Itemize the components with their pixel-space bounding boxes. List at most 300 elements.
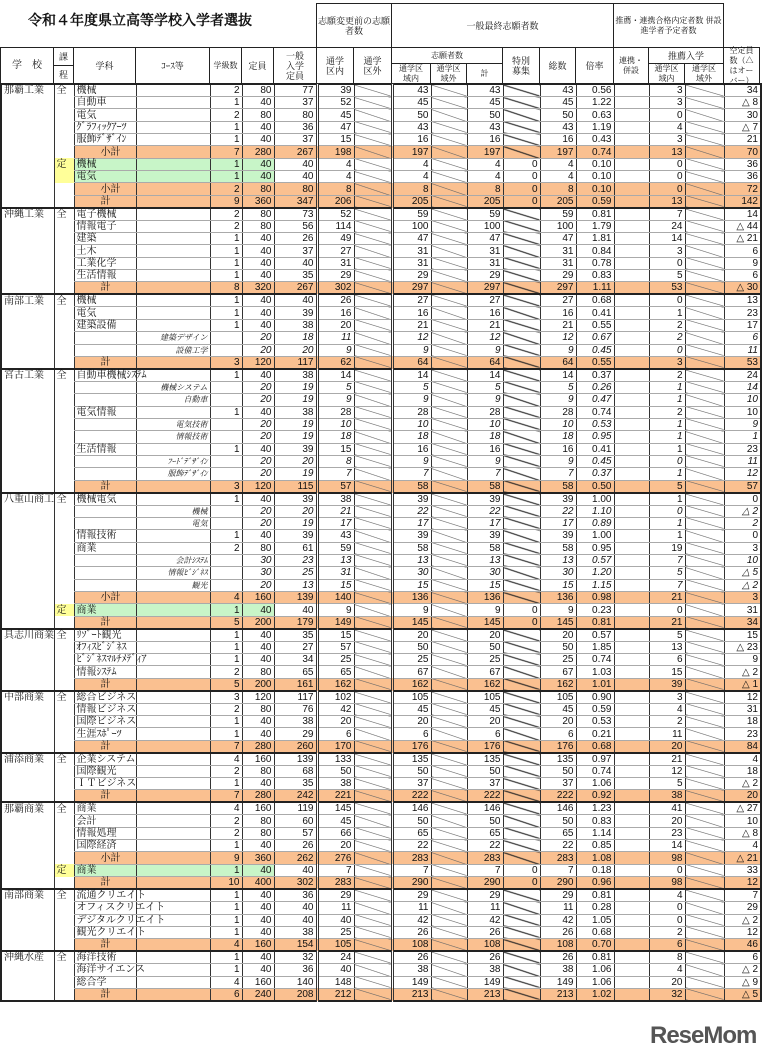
final-in-cell: 31 — [392, 257, 431, 269]
classes-cell: 1 — [210, 307, 242, 319]
ratio-cell: 1.03 — [576, 666, 614, 678]
course-cell — [54, 939, 74, 952]
final-total-cell: 14 — [467, 369, 503, 382]
suisen-in-cell: 3 — [649, 134, 685, 146]
suisen-out-slash — [685, 97, 724, 109]
table-row — [1, 641, 761, 653]
suisen-out-slash — [685, 183, 724, 195]
before-in-cell: 20 — [317, 840, 354, 852]
general-capacity-cell: 35 — [274, 778, 317, 790]
final-out-slash — [431, 939, 467, 952]
capacity-cell: 20 — [242, 505, 274, 517]
final-in-cell: 39 — [392, 530, 431, 542]
classes-cell: 9 — [210, 852, 242, 864]
before-out-slash — [354, 344, 392, 356]
ratio-cell: 0.68 — [576, 294, 614, 307]
course-cell: 全 — [54, 493, 74, 506]
school-name-cell — [1, 381, 54, 393]
vacancy-cell: 34 — [724, 84, 761, 97]
sub-course-cell — [136, 592, 210, 604]
renkei-cell — [614, 195, 649, 208]
capacity-cell: 20 — [242, 455, 274, 467]
total-all-cell: 14 — [540, 369, 576, 382]
sub-course-cell — [136, 97, 210, 109]
final-total-cell: 26 — [467, 926, 503, 938]
course-cell — [54, 778, 74, 790]
total-row — [1, 877, 761, 890]
classes-cell: 1 — [210, 728, 242, 740]
vacancy-cell: 10 — [724, 815, 761, 827]
ratio-cell: 0.41 — [576, 307, 614, 319]
renkei-cell — [614, 233, 649, 245]
vacancy-cell: 9 — [724, 418, 761, 430]
school-name-cell — [1, 827, 54, 839]
capacity-cell: 40 — [242, 604, 274, 616]
school-name-cell — [1, 604, 54, 616]
general-capacity-cell: 19 — [274, 394, 317, 406]
final-total-cell: 4 — [467, 158, 503, 170]
final-in-cell: 58 — [392, 480, 431, 493]
renkei-cell — [614, 394, 649, 406]
classes-cell: 1 — [210, 654, 242, 666]
classes-cell — [210, 517, 242, 529]
school-name-cell: 南部工業 — [1, 294, 54, 307]
special-slash — [503, 294, 540, 307]
final-out-slash — [431, 505, 467, 517]
sub-course-cell — [136, 270, 210, 282]
special-cell: 0 — [503, 604, 540, 616]
sub-course-cell — [136, 220, 210, 232]
renkei-cell — [614, 703, 649, 715]
general-capacity-cell: 40 — [274, 257, 317, 269]
before-in-cell: 52 — [317, 97, 354, 109]
school-name-cell — [1, 939, 54, 952]
general-capacity-cell: 19 — [274, 381, 317, 393]
table-row — [1, 976, 761, 988]
vacancy-cell: △ 30 — [724, 282, 761, 295]
suisen-out-slash — [685, 765, 724, 777]
before-in-cell: 7 — [317, 864, 354, 876]
final-in-cell: 9 — [392, 455, 431, 467]
final-out-slash — [431, 294, 467, 307]
general-capacity-cell: 179 — [274, 616, 317, 629]
table-row — [1, 554, 761, 566]
final-in-cell: 290 — [392, 877, 431, 890]
final-in-cell: 146 — [392, 802, 431, 815]
before-in-cell: 114 — [317, 220, 354, 232]
final-total-cell: 59 — [467, 208, 503, 221]
course-cell — [54, 97, 74, 109]
suisen-out-slash — [685, 332, 724, 344]
ratio-cell: 1.81 — [576, 233, 614, 245]
table-row — [1, 951, 761, 964]
total-all-cell: 9 — [540, 455, 576, 467]
total-all-cell: 9 — [540, 394, 576, 406]
course-cell — [54, 505, 74, 517]
vacancy-cell: △ 2 — [724, 505, 761, 517]
total-all-cell: 45 — [540, 97, 576, 109]
school-name-cell — [1, 257, 54, 269]
ratio-cell: 1.14 — [576, 827, 614, 839]
school-name-cell — [1, 914, 54, 926]
dept-cell: 機械 — [74, 84, 136, 97]
general-capacity-cell: 77 — [274, 84, 317, 97]
final-total-cell: 9 — [467, 344, 503, 356]
special-slash — [503, 765, 540, 777]
dept-cell: ｵﾌｨｽﾋﾞｼﾞﾈｽ — [74, 641, 136, 653]
suisen-out-slash — [685, 852, 724, 864]
classes-cell — [210, 381, 242, 393]
classes-cell: 7 — [210, 790, 242, 803]
general-capacity-cell: 26 — [274, 233, 317, 245]
ratio-cell: 0.47 — [576, 394, 614, 406]
before-out-slash — [354, 381, 392, 393]
final-out-slash — [431, 208, 467, 221]
before-out-slash — [354, 592, 392, 604]
before-in-cell: 25 — [317, 926, 354, 938]
classes-cell: 1 — [210, 641, 242, 653]
renkei-cell — [614, 443, 649, 455]
before-in-cell: 283 — [317, 877, 354, 890]
final-total-cell: 37 — [467, 778, 503, 790]
capacity-cell: 20 — [242, 344, 274, 356]
final-in-cell: 50 — [392, 765, 431, 777]
sub-course-cell: 建築デザイン — [136, 332, 210, 344]
course-cell — [54, 579, 74, 591]
final-total-cell: 27 — [467, 294, 503, 307]
before-in-cell: 9 — [317, 604, 354, 616]
school-name-cell — [1, 517, 54, 529]
before-out-slash — [354, 790, 392, 803]
sub-course-cell — [136, 753, 210, 766]
before-out-slash — [354, 158, 392, 170]
capacity-cell: 30 — [242, 554, 274, 566]
general-capacity-cell: 161 — [274, 678, 317, 691]
capacity-cell: 320 — [242, 282, 274, 295]
special-slash — [503, 691, 540, 704]
classes-cell: 1 — [210, 902, 242, 914]
vacancy-cell: △ 2 — [724, 666, 761, 678]
suisen-out-slash — [685, 208, 724, 221]
final-out-slash — [431, 406, 467, 418]
final-total-cell: 20 — [467, 716, 503, 728]
dept-cell: ﾋﾞｼﾞﾈｽﾏﾙﾁﾒﾃﾞｨｱ — [74, 654, 136, 666]
final-total-cell: 5 — [467, 381, 503, 393]
before-in-cell: 45 — [317, 109, 354, 121]
table-row — [1, 121, 761, 133]
special-slash — [503, 282, 540, 295]
renkei-cell — [614, 815, 649, 827]
renkei-cell — [614, 319, 649, 331]
school-name-cell — [1, 616, 54, 629]
final-in-cell: 10 — [392, 418, 431, 430]
renkei-cell — [614, 604, 649, 616]
header-dept: 学科 — [73, 47, 136, 84]
general-capacity-cell: 37 — [274, 245, 317, 257]
before-in-cell: 21 — [317, 505, 354, 517]
final-total-cell: 13 — [467, 554, 503, 566]
before-in-cell: 45 — [317, 815, 354, 827]
vacancy-cell: 2 — [724, 517, 761, 529]
special-slash — [503, 542, 540, 554]
final-in-cell: 205 — [392, 195, 431, 208]
before-out-slash — [354, 468, 392, 480]
before-in-cell: 16 — [317, 307, 354, 319]
classes-cell: 1 — [210, 443, 242, 455]
special-slash — [503, 369, 540, 382]
course-cell — [54, 270, 74, 282]
special-slash — [503, 307, 540, 319]
capacity-cell: 200 — [242, 678, 274, 691]
suisen-out-slash — [685, 790, 724, 803]
subtotal-row — [1, 592, 761, 604]
final-total-cell: 9 — [467, 455, 503, 467]
capacity-cell: 80 — [242, 815, 274, 827]
suisen-in-cell: 23 — [649, 827, 685, 839]
total-row — [1, 282, 761, 295]
total-all-cell: 162 — [540, 678, 576, 691]
before-out-slash — [354, 270, 392, 282]
suisen-out-slash — [685, 889, 724, 902]
suisen-in-cell: 7 — [649, 579, 685, 591]
final-in-cell: 50 — [392, 815, 431, 827]
classes-cell: 1 — [210, 778, 242, 790]
general-capacity-cell: 57 — [274, 827, 317, 839]
course-cell — [54, 517, 74, 529]
general-capacity-cell: 19 — [274, 517, 317, 529]
table-row — [1, 716, 761, 728]
final-in-cell: 16 — [392, 443, 431, 455]
course-cell — [54, 468, 74, 480]
course-cell — [54, 926, 74, 938]
sub-course-cell — [136, 802, 210, 815]
suisen-out-slash — [685, 468, 724, 480]
suisen-out-slash — [685, 815, 724, 827]
capacity-cell: 80 — [242, 542, 274, 554]
special-slash — [503, 381, 540, 393]
total-all-cell: 7 — [540, 468, 576, 480]
capacity-cell: 40 — [242, 964, 274, 976]
ratio-cell: 1.19 — [576, 121, 614, 133]
school-name-cell — [1, 728, 54, 740]
final-in-cell: 108 — [392, 939, 431, 952]
table-row — [1, 579, 761, 591]
course-cell — [54, 307, 74, 319]
final-out-slash — [431, 344, 467, 356]
final-out-slash — [431, 443, 467, 455]
ratio-cell: 0.98 — [576, 592, 614, 604]
course-cell — [54, 592, 74, 604]
total-row — [1, 740, 761, 753]
final-in-cell: 136 — [392, 592, 431, 604]
general-capacity-cell: 260 — [274, 740, 317, 753]
ratio-cell: 0.81 — [576, 208, 614, 221]
before-out-slash — [354, 195, 392, 208]
before-out-slash — [354, 716, 392, 728]
ratio-cell: 0.55 — [576, 319, 614, 331]
classes-cell: 1 — [210, 270, 242, 282]
sub-course-cell — [136, 443, 210, 455]
final-total-cell: 67 — [467, 666, 503, 678]
classes-cell: 1 — [210, 629, 242, 642]
sub-course-cell — [136, 666, 210, 678]
suisen-out-slash — [685, 691, 724, 704]
final-total-cell: 38 — [467, 964, 503, 976]
suisen-in-cell: 1 — [649, 381, 685, 393]
capacity-cell: 40 — [242, 716, 274, 728]
before-out-slash — [354, 220, 392, 232]
ratio-cell: 1.01 — [576, 678, 614, 691]
school-name-cell — [1, 567, 54, 579]
final-out-slash — [431, 951, 467, 964]
table-row — [1, 270, 761, 282]
final-total-cell: 297 — [467, 282, 503, 295]
ratio-cell: 0.50 — [576, 480, 614, 493]
suisen-in-cell: 32 — [649, 988, 685, 1001]
total-all-cell: 135 — [540, 753, 576, 766]
final-total-cell: 176 — [467, 740, 503, 753]
course-cell: 全 — [54, 294, 74, 307]
vacancy-cell: 57 — [724, 480, 761, 493]
ratio-cell: 1.06 — [576, 964, 614, 976]
final-out-slash — [431, 616, 467, 629]
before-out-slash — [354, 666, 392, 678]
renkei-cell — [614, 765, 649, 777]
before-out-slash — [354, 827, 392, 839]
renkei-cell — [614, 877, 649, 890]
sub-course-cell — [136, 245, 210, 257]
renkei-cell — [614, 220, 649, 232]
dept-cell: 自動車 — [74, 97, 136, 109]
final-in-cell: 21 — [392, 319, 431, 331]
course-cell — [54, 815, 74, 827]
before-in-cell: 57 — [317, 641, 354, 653]
total-all-cell: 8 — [540, 183, 576, 195]
capacity-cell: 40 — [242, 319, 274, 331]
general-capacity-cell: 36 — [274, 889, 317, 902]
special-slash — [503, 245, 540, 257]
general-capacity-cell: 208 — [274, 988, 317, 1001]
before-out-slash — [354, 926, 392, 938]
sub-course-cell — [136, 294, 210, 307]
final-in-cell: 25 — [392, 654, 431, 666]
vacancy-cell: △ 44 — [724, 220, 761, 232]
ratio-cell: 0.89 — [576, 517, 614, 529]
sub-course-cell — [136, 233, 210, 245]
course-cell: 全 — [54, 889, 74, 902]
final-total-cell: 162 — [467, 678, 503, 691]
total-row — [1, 195, 761, 208]
before-out-slash — [354, 332, 392, 344]
vacancy-cell: 1 — [724, 431, 761, 443]
classes-cell — [210, 567, 242, 579]
general-capacity-cell: 267 — [274, 282, 317, 295]
special-slash — [503, 802, 540, 815]
total-all-cell: 31 — [540, 245, 576, 257]
ratio-cell: 0.84 — [576, 245, 614, 257]
before-in-cell: 162 — [317, 678, 354, 691]
final-total-cell: 10 — [467, 418, 503, 430]
final-out-slash — [431, 579, 467, 591]
general-capacity-cell: 65 — [274, 666, 317, 678]
table-row — [1, 394, 761, 406]
school-name-cell — [1, 468, 54, 480]
suisen-in-cell: 15 — [649, 666, 685, 678]
classes-cell — [210, 418, 242, 430]
dept-cell: 情報電子 — [74, 220, 136, 232]
suisen-in-cell: 0 — [649, 455, 685, 467]
general-capacity-cell: 19 — [274, 418, 317, 430]
final-total-cell: 50 — [467, 641, 503, 653]
final-in-cell: 149 — [392, 976, 431, 988]
final-in-cell: 26 — [392, 926, 431, 938]
sub-course-cell — [136, 951, 210, 964]
general-capacity-cell: 38 — [274, 319, 317, 331]
table-row — [1, 468, 761, 480]
suisen-in-cell: 41 — [649, 802, 685, 815]
suisen-in-cell: 6 — [649, 939, 685, 952]
suisen-out-slash — [685, 270, 724, 282]
final-out-slash — [431, 245, 467, 257]
course-cell — [54, 431, 74, 443]
final-in-cell: 162 — [392, 678, 431, 691]
school-name-cell — [1, 654, 54, 666]
course-cell — [54, 666, 74, 678]
capacity-cell: 40 — [242, 369, 274, 382]
total-all-cell: 108 — [540, 939, 576, 952]
dept-cell — [74, 468, 136, 480]
final-total-cell: 197 — [467, 146, 503, 158]
special-slash — [503, 431, 540, 443]
sub-course-cell — [136, 988, 210, 1001]
suisen-in-cell: 3 — [649, 84, 685, 97]
suisen-in-cell: 53 — [649, 282, 685, 295]
ratio-cell: 0.74 — [576, 765, 614, 777]
general-capacity-cell: 40 — [274, 914, 317, 926]
vacancy-cell: 9 — [724, 654, 761, 666]
sub-course-cell — [136, 530, 210, 542]
school-name-cell — [1, 158, 54, 170]
final-in-cell: 43 — [392, 84, 431, 97]
dept-cell: 土木 — [74, 245, 136, 257]
final-out-slash — [431, 976, 467, 988]
sub-course-cell: 服飾ﾃﾞｻﾞｲﾝ — [136, 468, 210, 480]
school-name-cell — [1, 592, 54, 604]
renkei-cell — [614, 654, 649, 666]
renkei-cell — [614, 381, 649, 393]
course-cell: 全 — [54, 208, 74, 221]
before-out-slash — [354, 902, 392, 914]
sub-course-cell — [136, 889, 210, 902]
final-total-cell: 9 — [467, 604, 503, 616]
before-in-cell: 221 — [317, 790, 354, 803]
final-total-cell: 4 — [467, 171, 503, 183]
total-all-cell: 145 — [540, 616, 576, 629]
ratio-cell: 0.81 — [576, 889, 614, 902]
final-total-cell: 6 — [467, 728, 503, 740]
final-in-cell: 4 — [392, 158, 431, 170]
sub-course-cell — [136, 369, 210, 382]
table-row — [1, 158, 761, 170]
capacity-cell: 80 — [242, 827, 274, 839]
vacancy-cell: 13 — [724, 294, 761, 307]
ratio-cell: 0.28 — [576, 902, 614, 914]
renkei-cell — [614, 468, 649, 480]
classes-cell: 1 — [210, 134, 242, 146]
general-capacity-cell: 38 — [274, 716, 317, 728]
vacancy-cell: 11 — [724, 455, 761, 467]
special-cell: 0 — [503, 171, 540, 183]
